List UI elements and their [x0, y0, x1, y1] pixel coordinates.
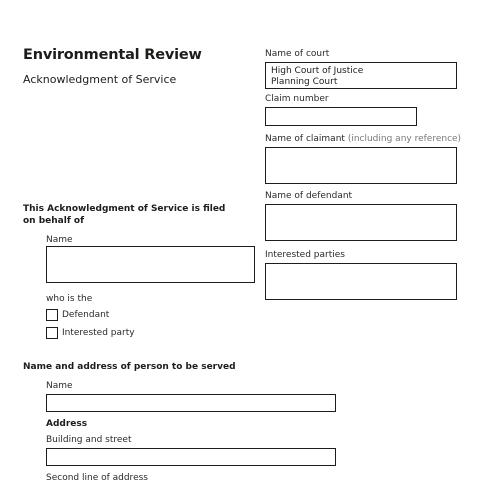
address-heading: Address [46, 419, 88, 429]
served-name-label: Name [46, 381, 73, 391]
who-is-label: who is the [46, 294, 93, 304]
street-label: Building and street [46, 435, 132, 445]
filed-name-label: Name [46, 235, 73, 245]
defendant-field[interactable] [265, 204, 457, 241]
court-field[interactable] [265, 62, 457, 89]
claimant-label-hint: (including any reference) [347, 134, 462, 144]
page-subtitle: Acknowledgment of Service [23, 73, 177, 86]
interested-parties-label: Interested parties [265, 250, 345, 260]
claimant-label-text: Name of claimant [265, 134, 345, 144]
defendant-checkbox[interactable] [46, 309, 58, 321]
page-title: Environmental Review [23, 47, 202, 63]
served-name-field[interactable] [46, 394, 336, 412]
court-line-2: Planning Court [271, 77, 338, 87]
court-label: Name of court [265, 49, 330, 59]
street-field[interactable] [46, 448, 336, 466]
filed-name-field[interactable] [46, 246, 255, 283]
person-served-heading: Name and address of person to be served [23, 362, 236, 372]
second-line-label: Second line of address [46, 473, 148, 480]
defendant-label: Name of defendant [265, 191, 353, 201]
interested-party-checkbox[interactable] [46, 327, 58, 339]
interested-party-option-label: Interested party [62, 328, 135, 338]
interested-parties-field[interactable] [265, 263, 457, 300]
filed-on-behalf-heading: This Acknowledgment of Service is filed on behalf of [23, 204, 226, 226]
claim-number-label: Claim number [265, 94, 329, 104]
claimant-field[interactable] [265, 147, 457, 184]
claimant-label [265, 134, 461, 145]
defendant-option-label: Defendant [62, 310, 110, 320]
claim-number-field[interactable] [265, 107, 417, 126]
court-line-1: High Court of Justice [271, 66, 364, 76]
